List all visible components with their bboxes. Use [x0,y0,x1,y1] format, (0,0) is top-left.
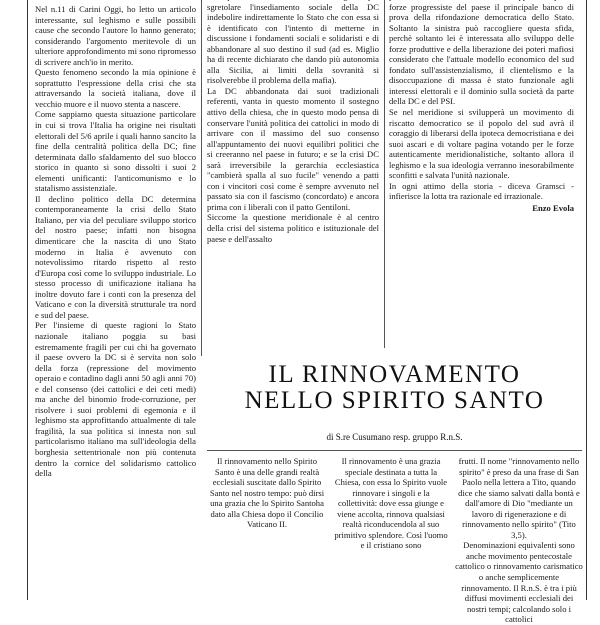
paragraph: frutti. Il nome "rinnovamento nello spirito" è preso da una frase di San Paolo nella lettera a Tito, quando dice che siamo salvati dalla bontà e dall'amore di Dio "mediante un lavoro di rigenerazione e di rinnovamento nello spirito" (Tito 3,5). [458,456,580,540]
article-column-1 [35,4,196,600]
paragraph: Denominazioni equivalenti sono anche movimento pentecostale cattolico o rinnovamento carismatico o anche semplicemente rinnovamento. Il R.n.S. è tra i più diffusi movimenti ecclesiali dei nostri tempi; calcolando solo i cattolici [455,540,583,625]
paragraph: Il declino politico della DC determina contemporaneamente la crisi dello Stato Italiano, per via del peculiare sviluppo storico del nostro paese; infatti non bisogna dimenticare che la nascita di uno Stato moderno in Italia è avvenuto con notevolissimo ritardo rispetto al resto d'Europa così come lo sviluppo industriale. Lo stesso processo di unificazione italiana ha inoltre dovuto fare i conti con la presenza del Vaticano e con la diversità strutturale tra nord e sud del paese. [35,193,196,320]
headline-line-1: IL RINNOVAMENTO [268,361,521,388]
paragraph: La DC abbandonata dai suoi tradizionali referenti, vanta in questo momento il sostegno attivo della chiesa, che in questo modo pensa di conservare l'unità politica dei cattolici in modo di arrivare con il massimo del suo consenso all'appuntamento dei nuovi equilibri politici che si creeranno nel paese in futuro; e se la crisi DC sarà irreversibile la gerarchia ecclesiastica "cambierà spalla al suo fucile" venendo a patti con i vincitori così come è sempre avvenuto nel passato sia con il fascismo (concordato) e ancora prima con i liberali con il patto Gentiloni. [207,85,379,212]
paragraph: Questo fenomeno secondo la mia opinione è soprattutto l'espressione della crisi che sta attraversando la società italiana, dove il vecchio muore e il nuovo stenta a nascere. [35,67,196,109]
paragraph: Come sappiamo questa situazione particolare in cui si trova l'Italia ha origine nei risultati elettorali del 5/6 aprile i quali hanno sancito la fine della centralità politica della DC; fine determinata dallo sfaldamento del suo blocco storico in quanto si sono dissolti i suoi 2 elementi unificanti: l'anticomunismo e lo statalismo assistenziale. [35,109,196,194]
article-byline: di S.re Cusumano resp. gruppo R.n.S. [326,432,463,442]
right-margin-rule [586,0,587,600]
article-column-2 [207,0,379,346]
paragraph: Se nel meridione si svilupperà un movimento di riscatto democratico se il popolo del sud avrà il coraggio di liberarsi della ipoteca democristiana e dei suoi ascari e di voltare pagina votando per le forze autenticamente meridionalistiche, soltanto allora il leghismo e la sua ideologia verranno inesorabilmente sconfitti e salvata l'unità nazionale. [389,107,574,181]
paragraph: Per l'insieme di queste ragioni lo Stato nazionale italiano poggia su basi estremamente fragili per cui chi ha governato il paese ovvero la DC si è servita non solo della forza (repressione del movimento operaio e contadino dagli anni 50 agli anni 70) e del consenso (dei cattolici e dei ceti medi) ma anche del binomio frode-corruzione, per risolvere i suoi problemi di egemonia e il leghismo sta approfittando attualmente di tale fragilità, la sua politica si innesta non sul particolarismo italiano ma sull'ideologia della borghesia settentrionale non più contenuta dentro la cornice del solidarismo cattolico della [35,320,196,479]
paragraph: Il rinnovamento nello Spirito Santo è una delle grandi realtà ecclesiali suscitate dallo Spirito Santo nel nostro tempo: può dirsi una grazia che lo Spirito Santoha dato alla Chiesa dopo il Concilio Vaticano II. [209,456,325,530]
article-column-4 [207,456,327,600]
column-divider [384,0,385,348]
paragraph: In ogni attimo della storia - diceva Gramsci - infierisce la lotta tra razionale ed irrazionale. [389,180,574,202]
column-divider [201,0,202,356]
left-margin-rule [27,0,28,600]
article-headline [207,362,582,414]
article-column-3 [389,0,574,346]
article-column-6 [454,456,584,625]
paragraph: Siccome la questione meridionale è al centro della crisi del sistema politico e istituzionale del paese e dell'assalto [207,212,379,244]
paragraph: Il rinnovamento è una grazia speciale destinata a tutta la Chiesa, con essa lo Spirito vuole rinnovare i singoli e la collettività: dove essa giunge e viene accolta, rinnova qualsiasi realtà riconducendola al suo primitivo splendore. Così l'uomo e il cristiano sono [334,456,448,551]
headline-divider [207,450,582,451]
paragraph: forze progressiste del paese il principale banco di prova della rifondazione democratica dello Stato. Soltanto la sinistra può raccogliere questa sfida, perchè soltanto lei è interessata allo sviluppo delle forze produttive e della liberazione dei poteri mafiosi considerato che l'attuale modello economico del sud fondato sull'assistenzialismo, il clientelismo e la disoccupazione di massa è stato funzionale agli interessi elettorali e il dominio sulla società da parte della DC e del PSI. [389,1,574,107]
article-column-5 [333,456,449,600]
headline-line-2: NELLO SPIRITO SANTO [244,387,545,414]
paragraph: sgretolare l'insediamento sociale della DC indebolire indirettamente lo Stato che con essa si è identificato con l'intento di metterne in discussione i fondamenti sociali e solidaristi e di abbandonare al suo destino il sud (ad es. Miglio ha di recente dichiarato che dando più autonomia alla Sicilia, ai limiti della sovranità si risolverebbe il problema della mafia). [207,1,379,86]
author-signature: Enzo Evola [532,202,574,213]
paragraph: Nel n.11 di Carini Oggi, ho letto un articolo interessante, sul leghismo e sulle possibili cause che secondo l'autore lo hanno generato; considerando l'argomento meritevole di un ulteriore approfondimento mi sono ripromesso di scrivere anch'io in merito. [35,4,196,67]
